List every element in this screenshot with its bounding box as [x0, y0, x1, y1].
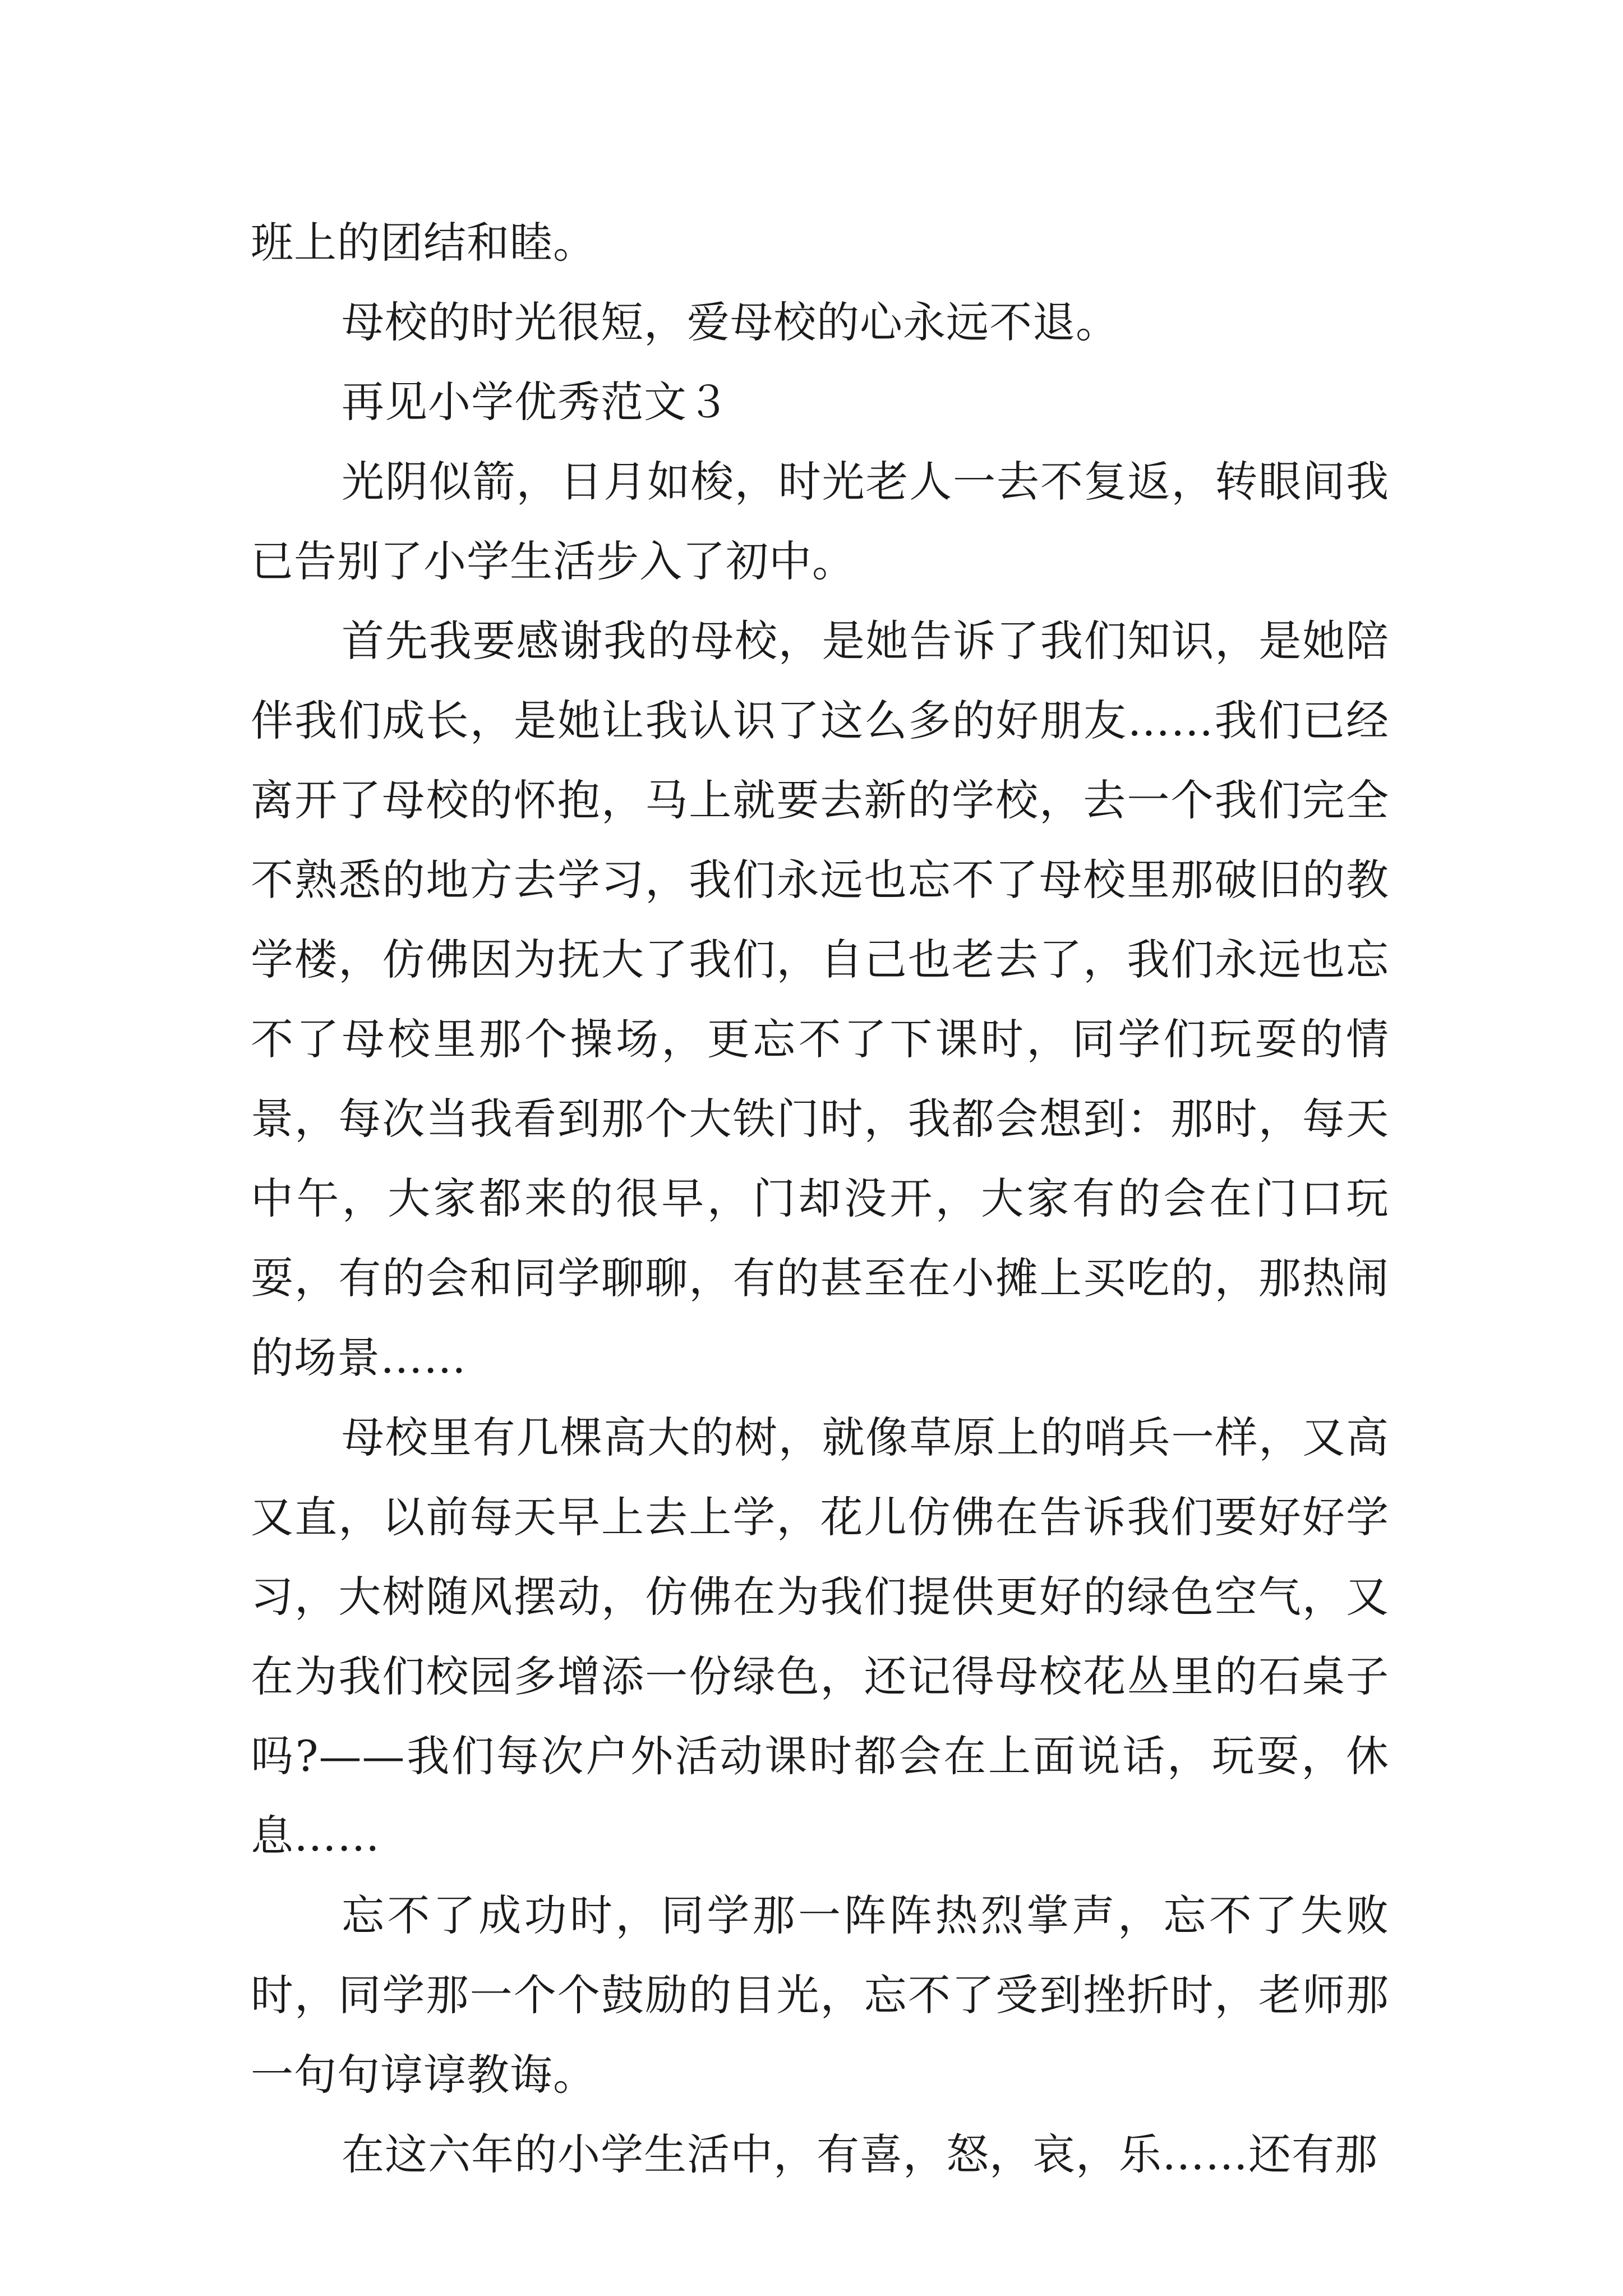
- paragraph-4: 首先我要感谢我的母校，是她告诉了我们知识，是她陪伴我们成长，是她让我认识了这么多的好朋友……我们已经离开了母校的怀抱，马上就要去新的学校，去一个我们完全不熟悉的地方去学习，我们永远也忘不了母校里那破旧的教学楼，仿佛因为抚大了我们，自己也老去了，我们永远也忘不了母校里那个操场，更忘不了下课时，同学们玩耍的情景，每次当我看到那个大铁门时，我都会想到：那时，每天中午，大家都来的很早，门却没开，大家有的会在门口玩耍，有的会和同学聊聊，有的甚至在小摊上买吃的，那热闹的场景……: [251, 616, 1389, 1383]
- document-body: [251, 203, 1389, 2194]
- paragraph-1: 班上的团结和睦。: [251, 218, 596, 268]
- paragraph-2: 母校的时光很短，爱母校的心永远不退。: [342, 297, 1119, 347]
- paragraph-3: 光阴似箭，日月如梭，时光老人一去不复返，转眼间我已告别了小学生活步入了初中。: [251, 457, 1389, 586]
- paragraph-7: 在这六年的小学生活中，有喜，怒，哀，乐……还有那: [342, 2129, 1378, 2179]
- section-heading: 再见小学优秀范文３: [342, 377, 730, 427]
- paragraph-5: 母校里有几棵高大的树，就像草原上的哨兵一样，又高又直，以前每天早上去上学，花儿仿佛在告诉我们要好好学习，大树随风摆动，仿佛在为我们提供更好的绿色空气，又在为我们校园多增添一份绿色，还记得母校花丛里的石桌子吗?——我们每次户外活动课时都会在上面说话，玩耍，休息……: [251, 1412, 1389, 1861]
- paragraph-6: 忘不了成功时，同学那一阵阵热烈掌声，忘不了失败时，同学那一个个鼓励的目光，忘不了受到挫折时，老师那一句句谆谆教诲。: [251, 1890, 1389, 2100]
